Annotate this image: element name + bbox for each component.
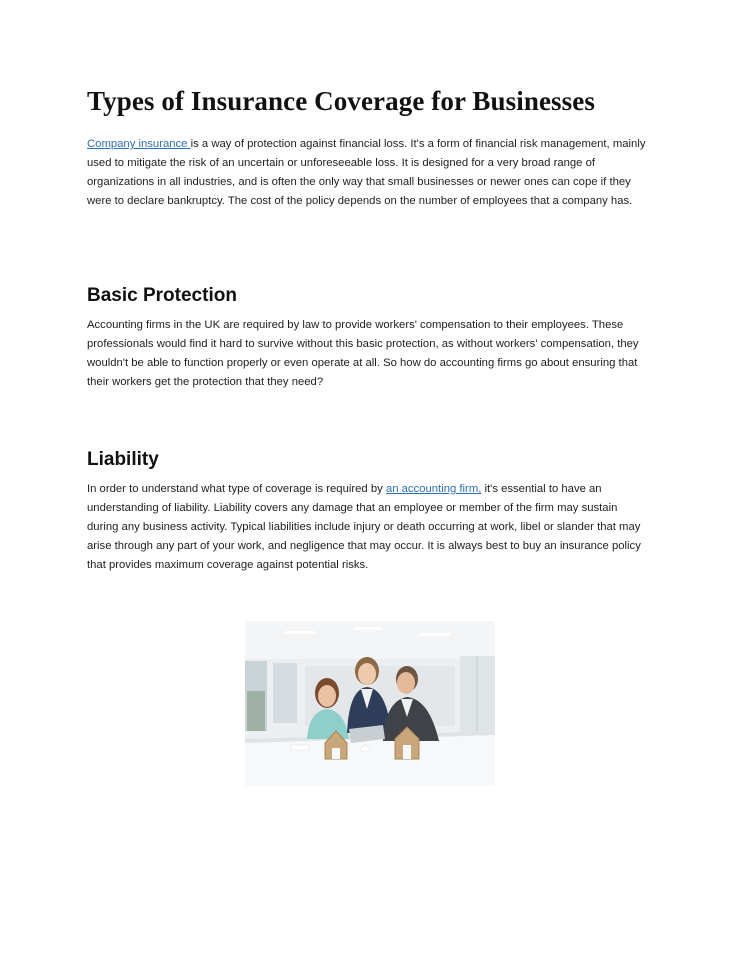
liability-paragraph — [87, 480, 647, 575]
company-insurance-link[interactable]: Company insurance — [87, 138, 191, 150]
accounting-firm-link[interactable]: an accounting firm, — [385, 483, 482, 495]
basic-protection-paragraph: Accounting firms in the UK are required by law to provide workers' compensation to their employees. These professionals would find it hard to survive without this basic protection, as without workers' compensation, they wouldn't be able to function properly or even operate at all. So how do accounting firms go about ensuring that their workers get the protection that they need? — [87, 319, 639, 388]
intro-text: is a way of protection against financial loss. It's a form of financial risk management, mainly used to mitigate the risk of an uncertain or unforeseeable loss. It is designed for a very broad range of organizations in all industries, and is often the only way that small businesses or newer ones can cope if they were to declare bankruptcy. The cost of the policy depends on the number of employees that a company has. — [87, 138, 646, 207]
liability-text-start: In order to understand what type of coverage is required by — [87, 483, 386, 495]
office-meeting-photo — [245, 621, 495, 786]
liability-heading: Liability — [87, 449, 159, 470]
page-title: Types of Insurance Coverage for Businesses — [87, 86, 595, 116]
liability-text-end: it's essential to have an understanding of liability. Liability covers any damage that an employee or member of the firm may sustain during any business activity. Typical liabilities include injury or death occurring at work, libel or slander that may arise through any part of your work, and negligence that may occur. It is always best to buy an insurance policy that provides maximum coverage against potential risks. — [87, 483, 641, 571]
basic-protection-heading: Basic Protection — [87, 285, 237, 306]
intro-paragraph — [87, 135, 647, 211]
